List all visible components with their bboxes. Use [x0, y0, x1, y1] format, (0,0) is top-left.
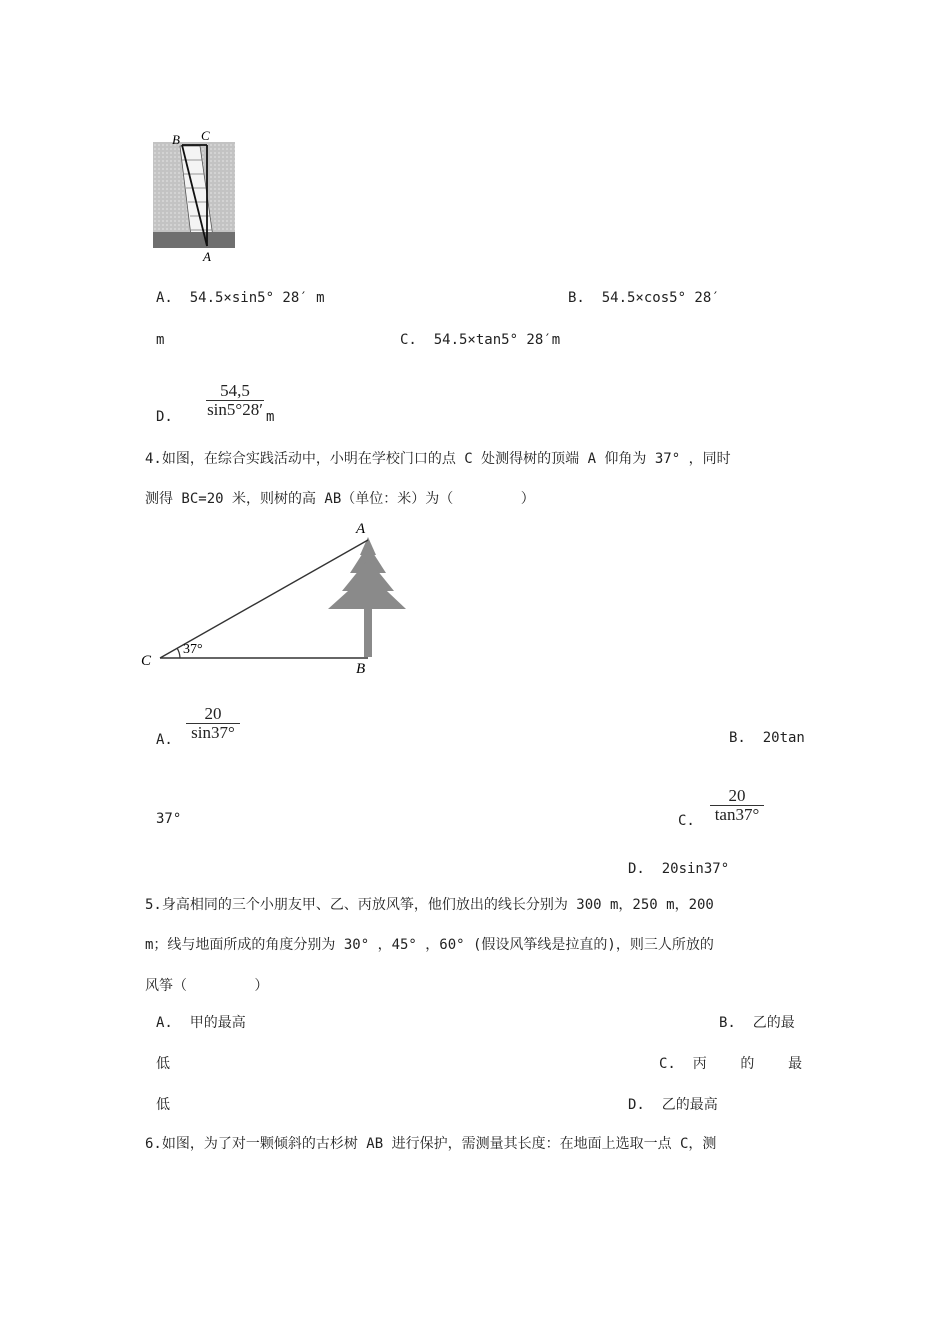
- q4-option-b-continuation: 37°: [156, 811, 182, 827]
- q4-stem-line-2: 测得 BC=20 米，则树的高 AB（单位：米）为（ ）: [145, 491, 535, 507]
- leaning-tower-figure: [150, 128, 242, 264]
- q5-option-c: C. 丙 的 最: [659, 1056, 803, 1072]
- q5-option-a: A. 甲的最高: [156, 1015, 246, 1031]
- tree-angle-figure: [138, 515, 418, 680]
- q4-option-a-fraction: [186, 705, 240, 742]
- q5-stem-line-3: 风筝（ ）: [145, 978, 269, 994]
- q3-option-b: B. 54.5×cos5° 28′: [568, 290, 720, 306]
- q4-stem-line-1: 4.如图，在综合实践活动中，小明在学校门口的点 C 处测得树的顶端 A 仰角为 37° ，同时: [145, 451, 731, 467]
- q5-stem-line-2: m；线与地面所成的角度分别为 30° ，45° ，60° (假设风筝线是拉直的)，则三人所放的: [145, 937, 714, 953]
- q3-option-d-letter: D.: [156, 409, 173, 425]
- q4-option-a-denominator: sin37°: [191, 723, 235, 742]
- q3-option-a: A. 54.5×sin5° 28′ m: [156, 290, 325, 306]
- q5-option-b: B. 乙的最: [719, 1015, 795, 1031]
- q4-option-a-numerator: 20: [204, 704, 222, 723]
- tower-label-c: C: [201, 128, 210, 143]
- tree-label-a: A: [356, 521, 366, 537]
- q3-option-c: C. 54.5×tan5° 28′m: [400, 332, 561, 348]
- tower-label-a: A: [203, 249, 211, 264]
- q5-option-d: D. 乙的最高: [628, 1097, 718, 1113]
- q5-option-c-continuation: 低: [156, 1097, 170, 1113]
- q3-option-d-numerator: 54,5: [220, 381, 250, 400]
- q5-stem-line-1: 5.身高相同的三个小朋友甲、乙、丙放风筝，他们放出的线长分别为 300 m，250 m，200: [145, 897, 714, 913]
- q3-option-d-fraction: [206, 382, 264, 419]
- q4-option-c-letter: C.: [678, 813, 695, 829]
- tower-label-b: B: [172, 132, 180, 147]
- q5-option-b-continuation: 低: [156, 1056, 170, 1072]
- q4-option-a-letter: A.: [156, 732, 173, 748]
- q6-stem-line-1: 6.如图，为了对一颗倾斜的古杉树 AB 进行保护，需测量其长度：在地面上选取一点 C，测: [145, 1136, 717, 1152]
- q4-option-c-denominator: tan37°: [714, 805, 760, 824]
- tree-angle-label: 37°: [183, 642, 203, 657]
- tree-label-c: C: [141, 653, 152, 669]
- q4-option-c-fraction: [710, 787, 764, 824]
- q3-option-b-unit: m: [156, 332, 165, 348]
- q3-option-d-unit: m: [266, 409, 275, 425]
- q3-option-d-denominator: sin5°28′: [207, 400, 263, 419]
- q4-option-b: B. 20tan: [729, 730, 805, 746]
- q4-option-c-numerator: 20: [728, 786, 746, 805]
- q4-option-d: D. 20sin37°: [628, 861, 730, 877]
- tree-label-b: B: [356, 661, 366, 677]
